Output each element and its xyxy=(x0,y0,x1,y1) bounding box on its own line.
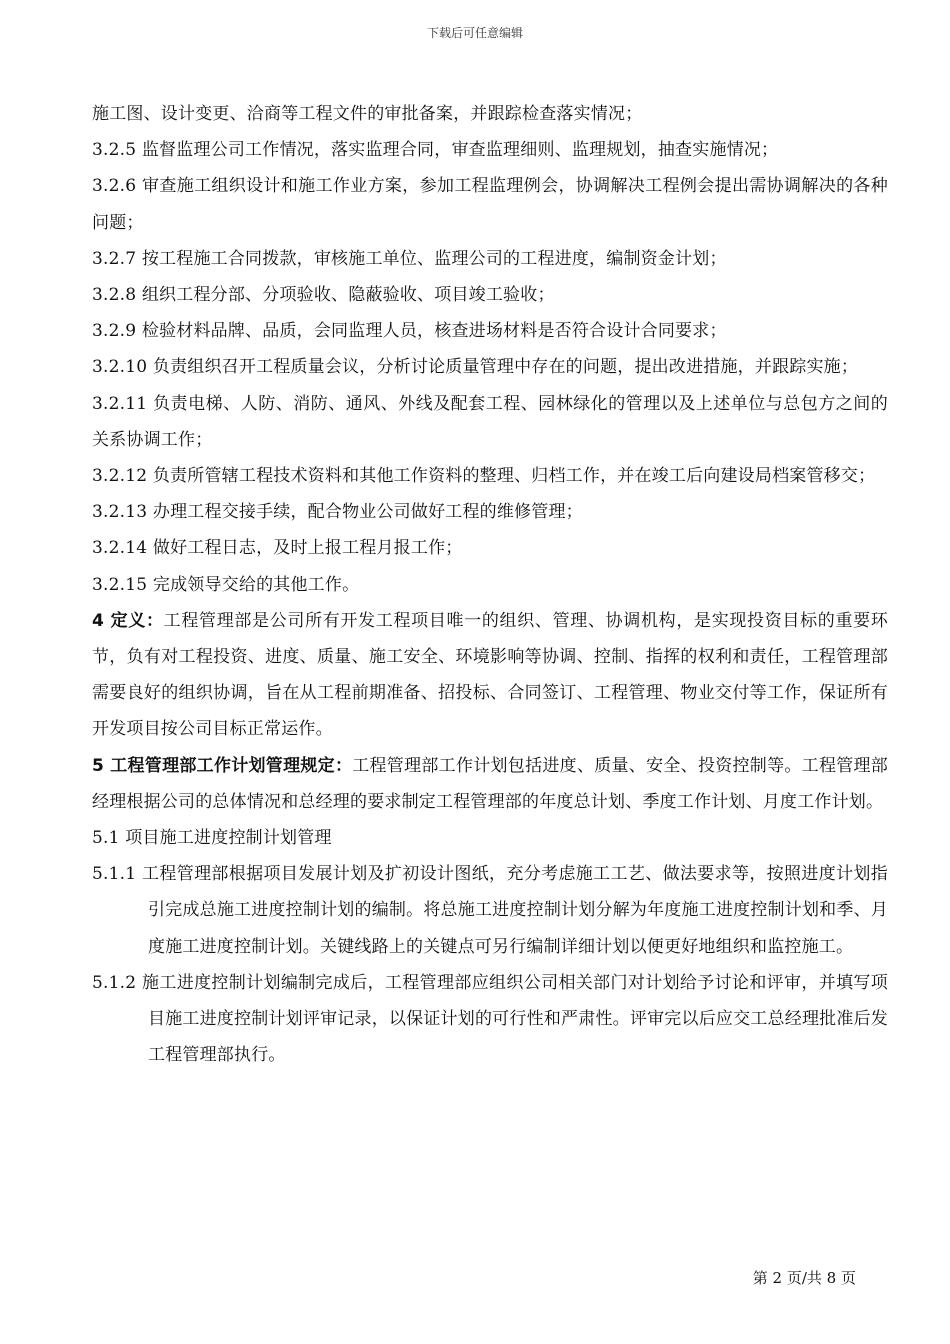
page-number: 第 2 页/共 8 页 xyxy=(752,1269,856,1287)
paragraph xyxy=(92,530,888,566)
paragraph-text: 3.2.6 审查施工组织设计和施工作业方案，参加工程监理例会，协调解决工程例会提出需协调解决的各种问题； xyxy=(92,176,888,233)
paragraph xyxy=(92,349,888,385)
paragraph xyxy=(92,458,888,494)
paragraph xyxy=(92,132,888,168)
paragraph-text: 5.1.1 工程管理部根据项目发展计划及扩初设计图纸，充分考虑施工工艺、做法要求等，按照进度计划指引完成总施工进度控制计划的编制。将总施工进度控制计划分解为年度施工进度控制计划和季、月度施工进度控制计划。关键线路上的关键点可另行编制详细计划以便更好地组织和监控施工。 xyxy=(92,864,888,957)
subsection-heading xyxy=(92,820,888,856)
paragraph xyxy=(92,277,888,313)
paragraph-text: 3.2.10 负责组织召开工程质量会议，分析讨论质量管理中存在的问题，提出改进措施，并跟踪实施； xyxy=(92,357,859,378)
plan-rules-paragraph xyxy=(92,748,888,820)
document-body xyxy=(92,96,888,1073)
paragraph xyxy=(92,168,888,240)
section-heading: 4 定义： xyxy=(92,610,164,631)
paragraph xyxy=(92,96,888,132)
paragraph-text: 3.2.5 监督监理公司工作情况，落实监理合同，审查监理细则、监理规划，抽查实施情况； xyxy=(92,140,779,161)
paragraph-text: 3.2.8 组织工程分部、分项验收、隐蔽验收、项目竣工验收； xyxy=(92,285,555,306)
paragraph-text: 5.1.2 施工进度控制计划编制完成后，工程管理部应组织公司相关部门对计划给予讨论和评审，并填写项目施工进度控制计划评审记录，以保证计划的可行性和严肃性。评审完以后应交工总经理批准后发工程管理部执行。 xyxy=(92,972,888,1066)
paragraph-text: 3.2.12 负责所管辖工程技术资料和其他工作资料的整理、归档工作，并在竣工后向建设局档案管移交； xyxy=(92,466,876,487)
page-header-note: 下载后可任意编辑 xyxy=(426,26,523,40)
paragraph-text: 3.2.11 负责电梯、人防、消防、通风、外线及配套工程、园林绿化的管理以及上述单位与总包方之间的关系协调工作； xyxy=(92,393,888,450)
paragraph-text: 3.2.14 做好工程日志，及时上报工程月报工作； xyxy=(92,538,463,559)
paragraph-text: 3.2.7 按工程施工合同拨款，审核施工单位、监理公司的工程进度，编制资金计划； xyxy=(92,248,727,269)
paragraph-text: 工程管理部工作计划包括进度、质量、安全、投资控制等。工程管理部经理根据公司的总体情况和总经理的要求制定工程管理部的年度总计划、季度工作计划、月度工作计划。 xyxy=(92,755,888,812)
hanging-paragraph xyxy=(92,965,888,1074)
paragraph xyxy=(92,386,888,458)
hanging-paragraph xyxy=(92,856,888,965)
paragraph-text: 5.1 项目施工进度控制计划管理 xyxy=(92,828,332,849)
paragraph-text: 3.2.13 办理工程交接手续，配合物业公司做好工程的维修管理； xyxy=(92,502,583,523)
section-heading: 5 工程管理部工作计划管理规定： xyxy=(92,755,353,776)
paragraph-text: 3.2.9 检验材料品牌、品质，会同监理人员，核查进场材料是否符合设计合同要求； xyxy=(92,321,727,342)
paragraph xyxy=(92,313,888,349)
paragraph-text: 工程管理部是公司所有开发工程项目唯一的组织、管理、协调机构，是实现投资目标的重要环节，负有对工程投资、进度、质量、施工安全、环境影响等协调、控制、指挥的权利和责任，工程管理部需要良好的组织协调，旨在从工程前期准备、招投标、合同签订、工程管理、物业交付等工作，保证所有开发项目按公司目标正常运作。 xyxy=(92,610,889,740)
paragraph xyxy=(92,241,888,277)
definition-paragraph xyxy=(92,603,888,748)
paragraph xyxy=(92,567,888,603)
paragraph-text: 施工图、设计变更、洽商等工程文件的审批备案，并跟踪检查落实情况； xyxy=(92,104,643,124)
paragraph xyxy=(92,494,888,530)
paragraph-text: 3.2.15 完成领导交给的其他工作。 xyxy=(92,574,360,595)
